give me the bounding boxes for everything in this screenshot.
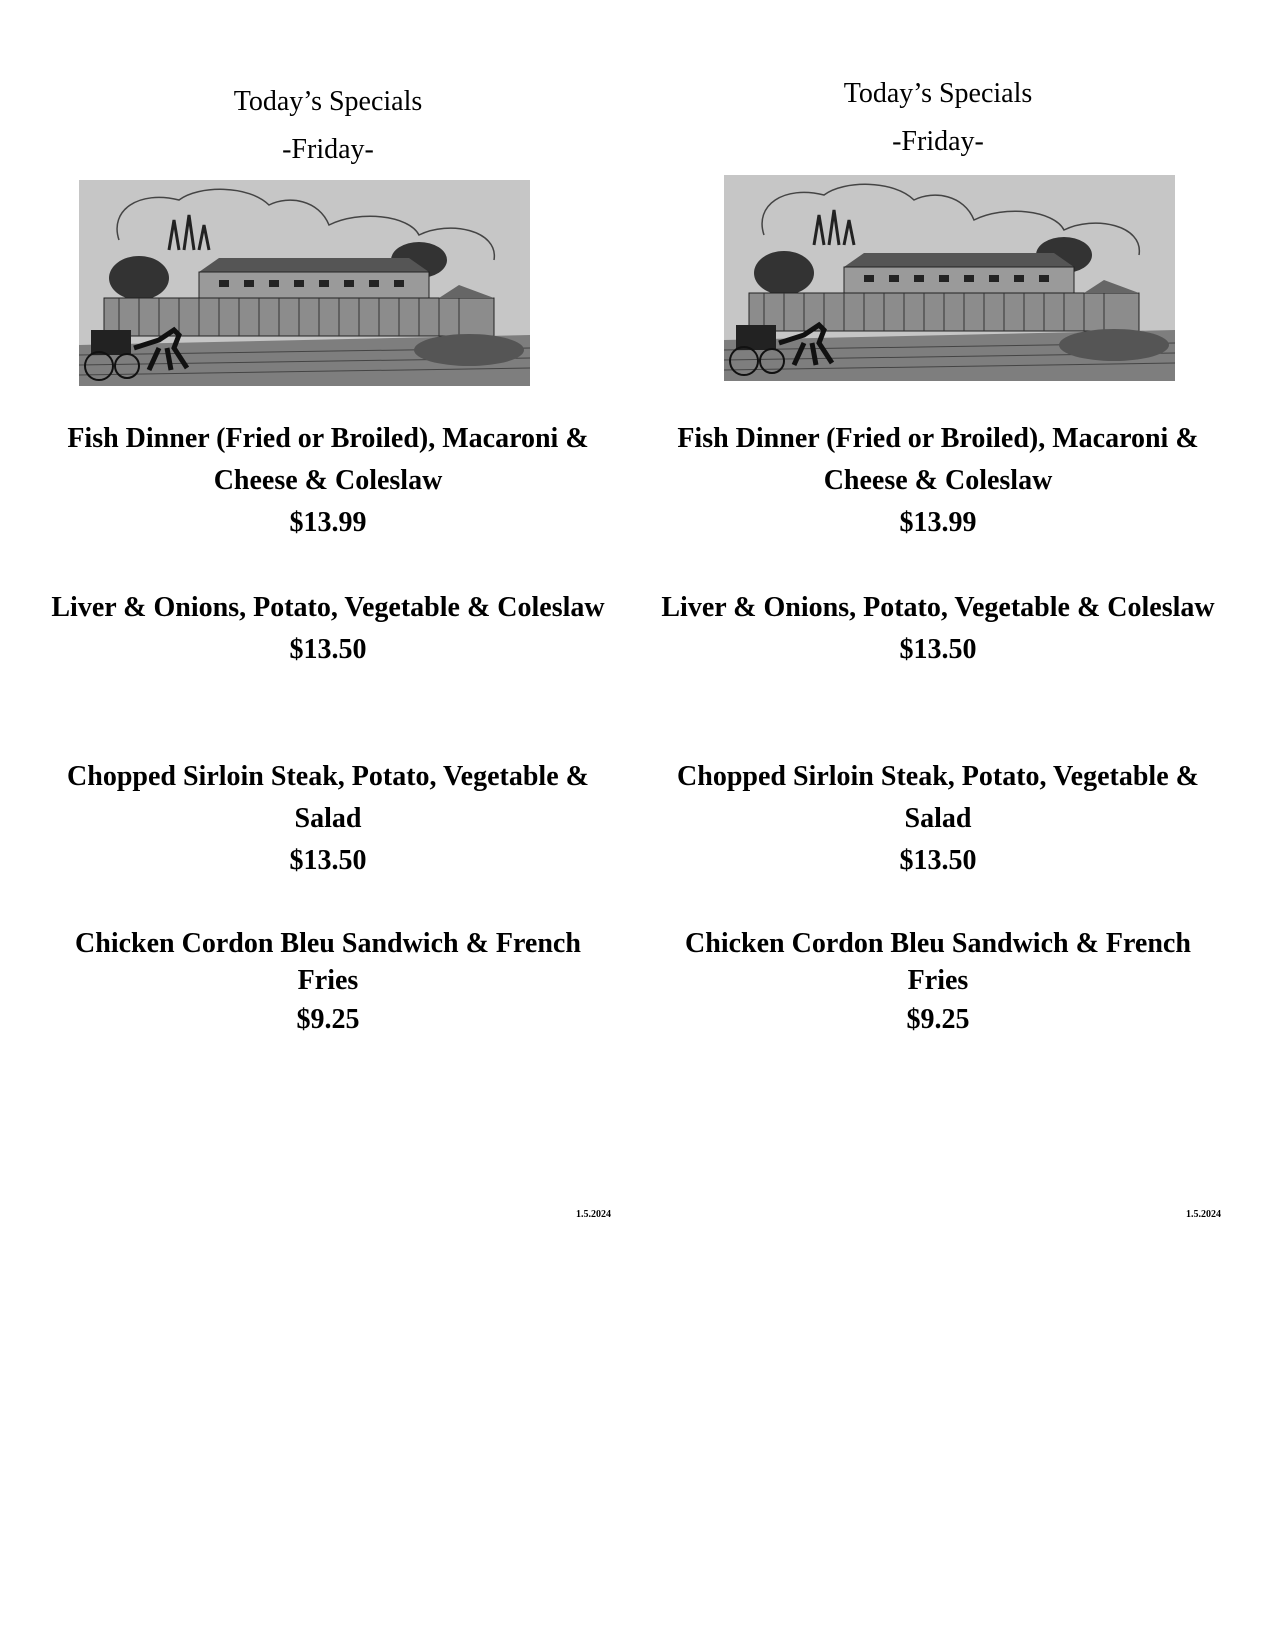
special-item [28,587,628,671]
dish-name: Liver & Onions, Potato, Vegetable & Coleslaw [661,592,1215,623]
dish-name: Chopped Sirloin Steak, Potato, Vegetable & Salad [677,761,1199,834]
dish-price: $13.99 [289,507,367,538]
special-item [28,756,628,882]
special-item [638,925,1238,1041]
menu-panel-right [638,0,1238,1242]
special-item [638,587,1238,671]
dish-name: Fish Dinner (Fried or Broiled), Macaroni & Cheese & Coleslaw [67,423,589,496]
menu-title: Today’s Specials [233,86,423,117]
menu-panel-left [28,0,628,1250]
dish-price: $13.50 [289,845,367,876]
dish-price: $13.50 [899,845,977,876]
dish-price: $9.25 [296,1004,360,1035]
special-item [28,418,628,544]
special-item [638,418,1238,544]
special-item [28,925,628,1041]
menu-date: 1.5.2024 [576,1209,611,1220]
menu-date: 1.5.2024 [1186,1209,1221,1220]
dish-name: Liver & Onions, Potato, Vegetable & Coleslaw [51,592,605,623]
menu-day: -Friday- [282,134,374,165]
farmhouse-with-horse-buggy-illustration [79,180,530,386]
farmhouse-with-horse-buggy-illustration [724,175,1175,381]
dish-name: Chicken Cordon Bleu Sandwich & French Fries [75,928,581,996]
menu-day: -Friday- [892,126,984,157]
dish-price: $13.99 [899,507,977,538]
dish-price: $13.50 [289,634,367,665]
farmhouse-illustration [724,175,1175,381]
special-item [638,756,1238,882]
dish-price: $13.50 [899,634,977,665]
dish-name: Fish Dinner (Fried or Broiled), Macaroni & Cheese & Coleslaw [677,423,1199,496]
dish-name: Chopped Sirloin Steak, Potato, Vegetable & Salad [67,761,589,834]
dish-price: $9.25 [906,1004,970,1035]
menu-title: Today’s Specials [843,78,1033,109]
farmhouse-illustration [79,180,530,386]
dish-name: Chicken Cordon Bleu Sandwich & French Fries [685,928,1191,996]
